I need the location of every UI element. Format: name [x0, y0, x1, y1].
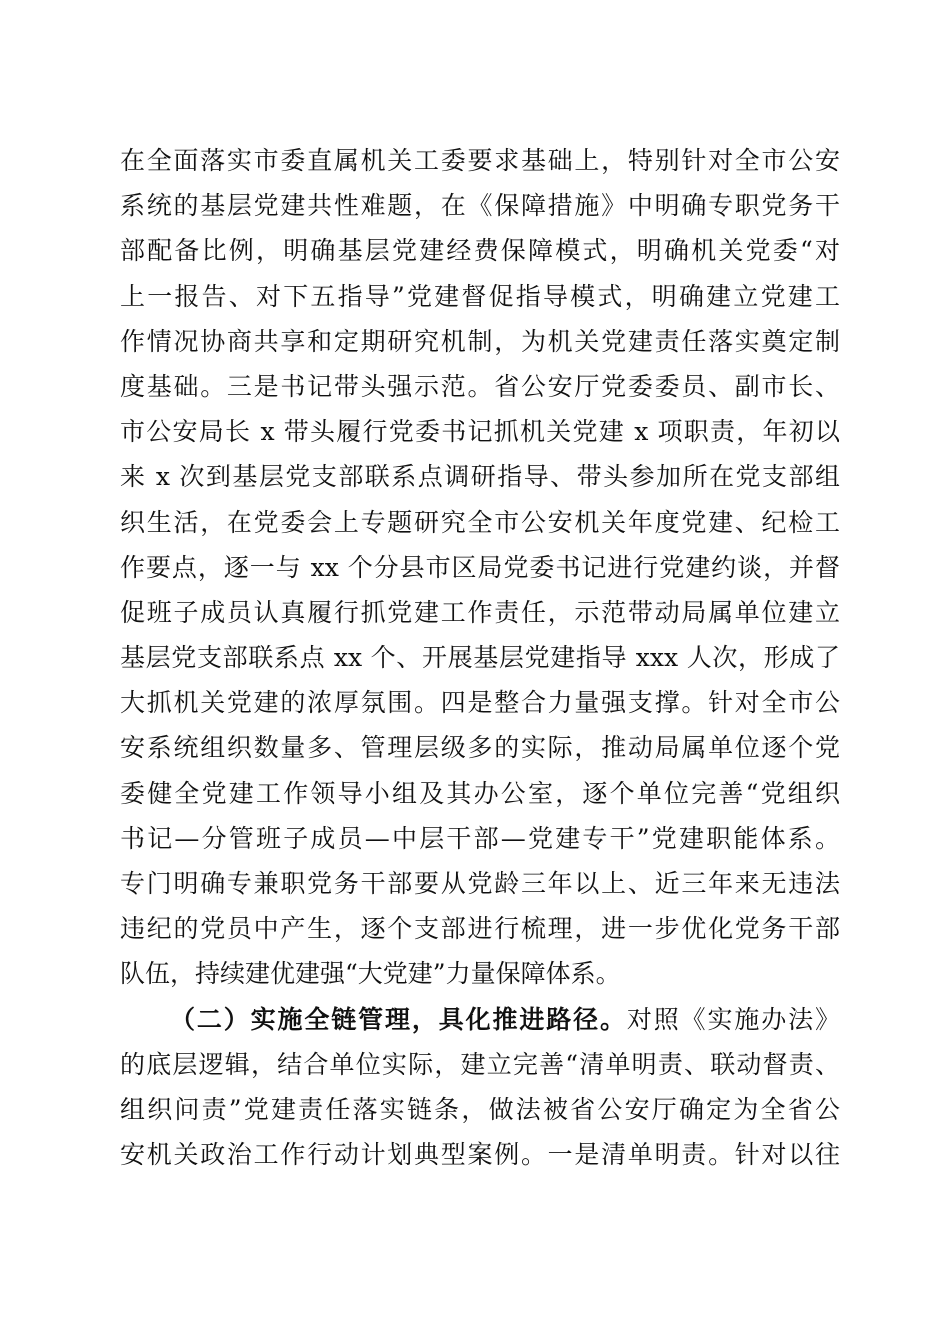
- text-line: 违纪的党员中产生，逐个支部进行梳理，进一步优化党务干部: [120, 914, 840, 944]
- text-line: 安系统组织数量多、管理层级多的实际，推动局属单位逐个党: [120, 733, 840, 763]
- text-line: 的底层逻辑，结合单位实际，建立完善“清单明责、联动督责、: [120, 1049, 840, 1079]
- text-line: 委健全党建工作领导小组及其办公室，逐个单位完善“党组织: [120, 778, 840, 808]
- text-line: 在全面落实市委直属机关工委要求基础上，特别针对全市公安: [120, 146, 840, 175]
- section-heading: （二）实施全链管理，具化推进路径。: [170, 1004, 627, 1034]
- text-line: 队伍，持续建优建强“大党建”力量保障体系。: [120, 959, 621, 989]
- text-line: 安机关政治工作行动计划典型案例。一是清单明责。针对以往: [120, 1140, 840, 1170]
- text-line: 大抓机关党建的浓厚氛围。四是整合力量强支撑。针对全市公: [120, 688, 840, 718]
- text-line: 基层党支部联系点 xx 个、开展基层党建指导 xxx 人次，形成了: [120, 643, 840, 673]
- text-line: 来 x 次到基层党支部联系点调研指导、带头参加所在党支部组: [120, 462, 840, 492]
- text-line: 度基础。三是书记带头强示范。省公安厅党委委员、副市长、: [120, 371, 840, 401]
- text-line: 促班子成员认真履行抓党建工作责任，示范带动局属单位建立: [120, 597, 840, 627]
- text-line: 织生活，在党委会上专题研究全市公安机关年度党建、纪检工: [120, 507, 840, 537]
- section-heading-line: [120, 997, 840, 1042]
- text-line: 组织问责”党建责任落实链条，做法被省公安厅确定为全省公: [120, 1094, 840, 1124]
- text-line: 书记—分管班子成员—中层干部—党建专干”党建职能体系。: [120, 823, 840, 853]
- text-line: 作情况协商共享和定期研究机制，为机关党建责任落实奠定制: [120, 326, 840, 356]
- section-heading-continuation: 对照《实施办法》: [626, 1004, 840, 1034]
- text-line: 作要点，逐一与 xx 个分县市区局党委书记进行党建约谈，并督: [120, 552, 840, 582]
- text-line: 部配备比例，明确基层党建经费保障模式，明确机关党委“对: [120, 236, 840, 266]
- body-text: [120, 138, 840, 1177]
- text-line: 系统的基层党建共性难题，在《保障措施》中明确专职党务干: [120, 191, 840, 221]
- text-line: 市公安局长 x 带头履行党委书记抓机关党建 x 项职责，年初以: [120, 417, 840, 447]
- text-line: 上一报告、对下五指导”党建督促指导模式，明确建立党建工: [120, 281, 840, 311]
- text-line: 专门明确专兼职党务干部要从党龄三年以上、近三年来无违法: [120, 869, 840, 898]
